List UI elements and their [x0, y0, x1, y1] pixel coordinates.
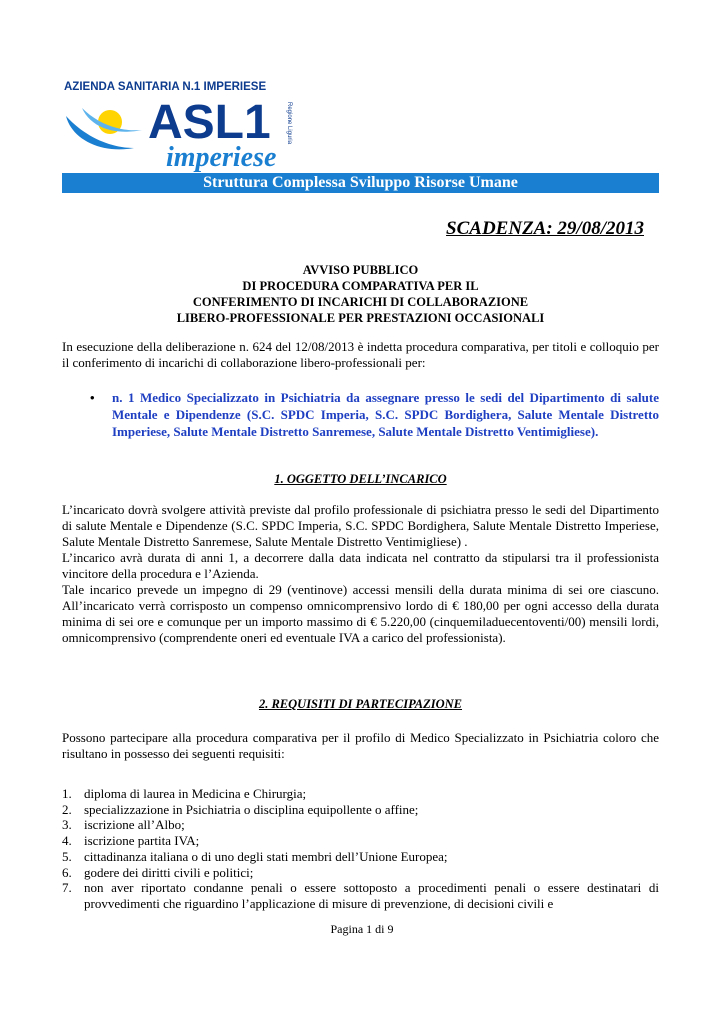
- list-item: [62, 849, 659, 865]
- item-text: iscrizione all’Albo;: [84, 817, 185, 833]
- logo-main-text: ASL1: [148, 96, 271, 149]
- deadline: SCADENZA: 29/08/2013: [446, 218, 644, 239]
- item-text: specializzazione in Psichiatria o disciplina equipollente o affine;: [84, 801, 419, 817]
- item-text: diploma di laurea in Medicina e Chirurgia;: [84, 786, 307, 801]
- logo-graphic: [62, 78, 302, 174]
- section2-intro-text: Possono partecipare alla procedura comparativa per il profilo di Medico Specializzato in Psichiatria coloro che risultano in possesso dei seguenti requisiti:: [62, 730, 659, 761]
- intro-paragraph: [62, 339, 659, 371]
- list-item: [62, 833, 659, 849]
- logo-org-name: AZIENDA SANITARIA N.1 IMPERIESE: [64, 81, 267, 93]
- title-line: DI PROCEDURA COMPARATIVA PER IL: [242, 279, 479, 293]
- requirements-list: [62, 786, 659, 912]
- logo-side-text: Regione Liguria: [286, 102, 292, 145]
- item-text: cittadinanza italiana o di uno degli stati membri dell’Unione Europea;: [84, 848, 448, 864]
- section1-paragraph: L’incarico avrà durata di anni 1, a decorrere dalla data indicata nel contratto da stipularsi tra il professionista vincitore della procedura e l’Azienda.: [62, 550, 659, 581]
- list-item: [62, 802, 659, 818]
- logo-sub-text: imperiese: [166, 142, 277, 173]
- page-number: Pagina 1 di 9: [330, 922, 394, 936]
- section1-paragraph: L’incaricato dovrà svolgere attività previste dal profilo professionale di psichiatra presso le sedi del Dipartimento di salute Mentale e Dipendenze (S.C. SPDC Imperia, S.C. SPDC Bordighera, Salute Mentale Distretto Imperiese, Salute Mentale Distretto Sanremese, Salute Mentale Distretto Ventimigliese) .: [62, 502, 659, 549]
- position-text: n. 1 Medico Specializzato in Psichiatria da assegnare presso le sedi del Dipartimento di salute Mentale e Dipendenze (S.C. SPDC Imperia, S.C. SPDC Bordighera, Salute Mentale Distretto Imperiese, Salute Mentale Distretto Sanremese, Salute Mentale Distretto Ventimigliese).: [112, 390, 659, 439]
- section1-paragraph: Tale incarico prevede un impegno di 29 (ventinove) accessi mensili della durata minima di sei ore ciascuno. All’incaricato verrà corrisposto un compenso omnicomprensivo lordo di € 180,00 per ogni accesso della durata minima di sei ore e comunque per un importo massimo di € 5.220,00 (cinquemiladuecentoventi/00) mensili lordi, omnicomprensivo (comprendente oneri ed eventuale IVA a carico del professionista).: [62, 582, 659, 645]
- section1-heading: 1. OGGETTO DELL’INCARICO: [274, 472, 447, 486]
- item-text: godere dei diritti civili e politici;: [84, 864, 254, 880]
- list-item: [62, 865, 659, 881]
- item-text: iscrizione partita IVA;: [84, 833, 200, 849]
- title-line: LIBERO-PROFESSIONALE PER PRESTAZIONI OCCASIONALI: [176, 311, 545, 325]
- list-item: [62, 817, 659, 833]
- item-number: 3.: [62, 817, 72, 833]
- item-number: 5.: [62, 848, 72, 864]
- item-number: 1.: [62, 786, 72, 801]
- title-line: AVVISO PUBBLICO: [302, 263, 419, 277]
- list-item: [62, 786, 659, 802]
- department-banner: Struttura Complessa Sviluppo Risorse Umane: [62, 173, 659, 193]
- position-bullet: [90, 389, 659, 440]
- section1-body: [62, 502, 659, 646]
- item-number: 4.: [62, 833, 72, 849]
- asl1-logo: [62, 78, 302, 174]
- item-number: 6.: [62, 864, 72, 880]
- item-number: 7.: [62, 880, 72, 896]
- intro-text: In esecuzione della deliberazione n. 624 del 12/08/2013 è indetta procedura comparativa, per titoli e colloquio per il conferimento di incarichi di collaborazione libero-professionali per:: [62, 339, 659, 370]
- list-item: [62, 880, 659, 911]
- title-line: CONFERIMENTO DI INCARICHI DI COLLABORAZIONE: [192, 295, 529, 309]
- item-text: non aver riportato condanne penali o essere sottoposto a procedimenti penali o essere destinatari di provvedimenti che riguardino l’applicazione di misure di prevenzione, di decisioni civili e: [84, 880, 659, 911]
- notice-title: [62, 262, 659, 326]
- section2-intro: [62, 730, 659, 762]
- bullet-icon: •: [90, 390, 95, 405]
- section2-heading: 2. REQUISITI DI PARTECIPAZIONE: [258, 697, 463, 711]
- item-number: 2.: [62, 801, 72, 817]
